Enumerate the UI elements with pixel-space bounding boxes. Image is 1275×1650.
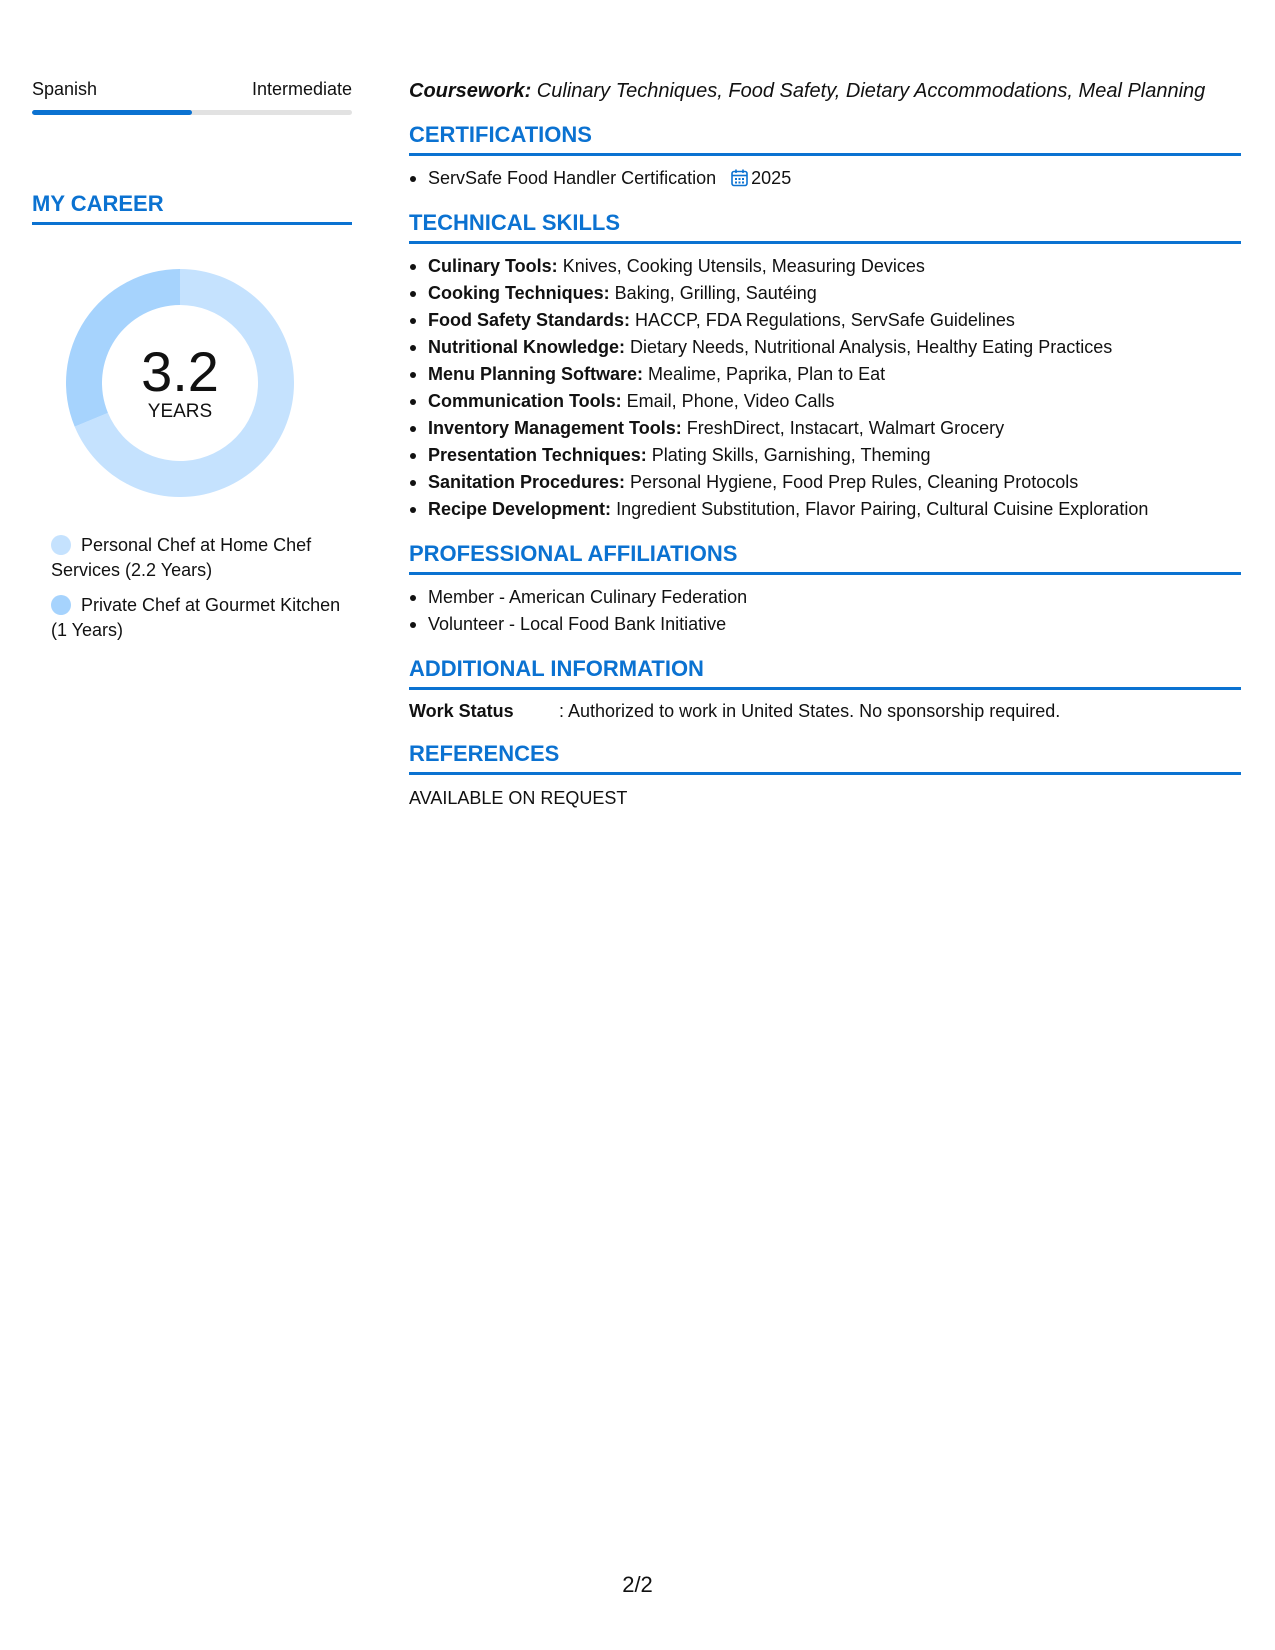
- legend-dot-icon: [51, 595, 71, 615]
- skill-text: HACCP, FDA Regulations, ServSafe Guidelines: [630, 310, 1015, 330]
- skill-label: Menu Planning Software:: [428, 364, 644, 384]
- skill-text: Plating Skills, Garnishing, Theming: [646, 445, 931, 465]
- skill-label: Nutritional Knowledge:: [428, 337, 625, 357]
- career-entry-label: Private Chef at Gourmet Kitchen (1 Years): [51, 595, 341, 640]
- skill-item: [409, 442, 1241, 469]
- language-name: Spanish: [32, 79, 98, 99]
- coursework-text: Culinary Techniques, Food Safety, Dietary Accommodations, Meal Planning: [531, 80, 1206, 102]
- career-legend: [32, 533, 352, 643]
- skill-text: Knives, Cooking Utensils, Measuring Devices: [557, 256, 925, 276]
- references-heading: REFERENCES: [409, 741, 1241, 775]
- language-level: Intermediate: [251, 79, 352, 99]
- career-legend-item: [51, 593, 352, 643]
- career-legend-item: [51, 533, 352, 583]
- skill-label: Recipe Development:: [428, 499, 612, 519]
- affiliation-item: Member - American Culinary Federation: [409, 584, 1241, 611]
- skill-item: [409, 388, 1241, 415]
- skill-item: [409, 415, 1241, 442]
- career-donut-chart: [66, 269, 294, 497]
- references-text: AVAILABLE ON REQUEST: [409, 788, 628, 808]
- language-row: [32, 78, 352, 100]
- skill-text: Ingredient Substitution, Flavor Pairing, Cultural Cuisine Exploration: [611, 499, 1149, 519]
- skill-item: [409, 496, 1241, 523]
- skill-text: FreshDirect, Instacart, Walmart Grocery: [681, 418, 1005, 438]
- right-column: [409, 78, 1241, 810]
- career-total-value: 3.2: [141, 340, 219, 403]
- skill-item: [409, 253, 1241, 280]
- career-heading: MY CAREER: [32, 191, 352, 225]
- skill-label: Communication Tools:: [428, 391, 622, 411]
- technical-skills-list: [409, 253, 1241, 523]
- calendar-icon: [731, 169, 748, 187]
- skill-label: Culinary Tools:: [428, 256, 558, 276]
- page-number: 2/2: [622, 1572, 653, 1597]
- affiliation-item: Volunteer - Local Food Bank Initiative: [409, 611, 1241, 638]
- skill-item: [409, 469, 1241, 496]
- skill-text: Dietary Needs, Nutritional Analysis, Healthy Eating Practices: [625, 337, 1113, 357]
- certification-year: 2025: [751, 168, 792, 188]
- coursework-label: Coursework:: [409, 80, 532, 102]
- skill-item: [409, 307, 1241, 334]
- skill-label: Presentation Techniques:: [428, 445, 647, 465]
- coursework: [409, 78, 1241, 104]
- certification-name: ServSafe Food Handler Certification: [428, 168, 717, 188]
- skill-text: Baking, Grilling, Sautéing: [609, 283, 817, 303]
- skill-label: Inventory Management Tools:: [428, 418, 682, 438]
- additional-info-heading: ADDITIONAL INFORMATION: [409, 656, 1241, 690]
- work-status-value: : Authorized to work in United States. No sponsorship required.: [559, 701, 1061, 721]
- skill-item: [409, 280, 1241, 307]
- affiliations-heading: PROFESSIONAL AFFILIATIONS: [409, 541, 1241, 575]
- career-entry-label: Personal Chef at Home Chef Services (2.2 Years): [51, 535, 312, 580]
- technical-skills-heading: TECHNICAL SKILLS: [409, 210, 1241, 244]
- work-status-label: Work Status: [409, 701, 514, 721]
- skill-label: Sanitation Procedures:: [428, 472, 626, 492]
- skill-label: Food Safety Standards:: [428, 310, 631, 330]
- skill-label: Cooking Techniques:: [428, 283, 610, 303]
- skill-item: [409, 334, 1241, 361]
- skill-item: [409, 361, 1241, 388]
- skill-text: Email, Phone, Video Calls: [621, 391, 835, 411]
- certifications-heading: CERTIFICATIONS: [409, 122, 1241, 156]
- skill-text: Mealime, Paprika, Plan to Eat: [643, 364, 886, 384]
- career-total-unit: YEARS: [147, 401, 213, 422]
- language-proficiency-bar: [32, 110, 352, 115]
- legend-dot-icon: [51, 535, 71, 555]
- affiliations-list: [409, 584, 1241, 638]
- language-proficiency-fill: [32, 110, 192, 115]
- skill-text: Personal Hygiene, Food Prep Rules, Cleaning Protocols: [625, 472, 1079, 492]
- donut-center: [66, 269, 294, 497]
- certification-item: [409, 165, 1241, 192]
- certifications-list: [409, 165, 1241, 192]
- left-column: [32, 78, 352, 653]
- work-status-row: [409, 699, 1241, 723]
